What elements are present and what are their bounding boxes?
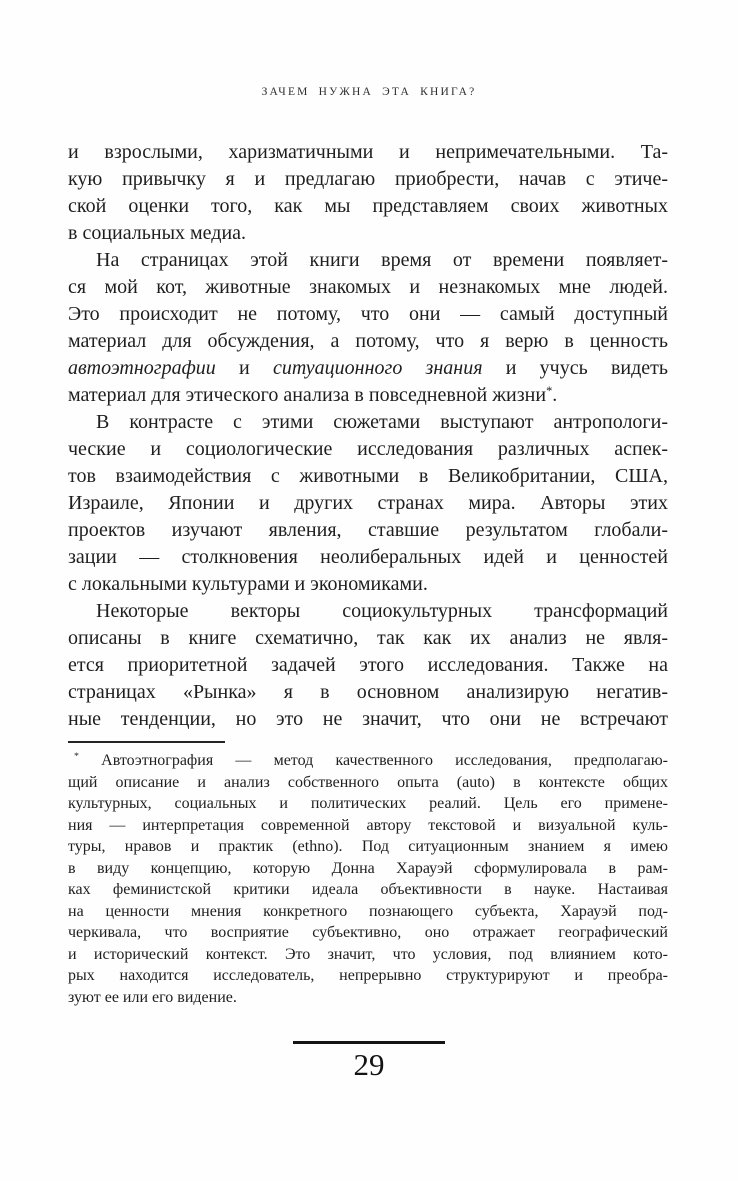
text-line: кую привычку я и предлагаю приобрести, начав с этиче- xyxy=(68,168,668,190)
paragraph xyxy=(68,139,668,247)
text-line: описаны в книге схематично, так как их анализ не явля- xyxy=(68,627,668,649)
text-line: На страницах этой книги время от времени появляет- xyxy=(96,249,668,271)
text-line: материал для этического анализа в повседневной жизни*. xyxy=(68,384,558,406)
text-line: ния — интерпретация современной автору текстовой и визуальной куль- xyxy=(68,816,668,834)
text-line: материал для обсуждения, а потому, что я верю в ценность xyxy=(68,330,668,352)
text-line: в виду концепцию, которую Донна Харауэй сформулировала в рам- xyxy=(68,859,668,877)
text-line: В контрасте с этими сюжетами выступают антропологи- xyxy=(96,411,668,433)
text-line: ные тенденции, но это не значит, что они не встречают xyxy=(68,708,668,730)
text-line: культурных, социальных и политических реалий. Цель его примене- xyxy=(68,795,668,812)
text-line: Некоторые векторы социокультурных трансформаций xyxy=(96,600,668,622)
text-line: рых находится исследователь, непрерывно структурируют и преобра- xyxy=(68,967,668,984)
text-line: ется приоритетной задачей этого исследования. Также на xyxy=(68,654,668,676)
text-line: черкивала, что восприятие субъективно, оно отражает географический xyxy=(68,924,668,941)
body-text xyxy=(68,139,668,733)
text-line: ческие и социологические исследования различных аспек- xyxy=(68,438,668,460)
text-line: и исторический контекст. Это значит, что условия, под влиянием кото- xyxy=(68,945,668,963)
text-line: * Автоэтнография — метод качественного исследования, предполагаю- xyxy=(74,751,668,769)
text-line: ской оценки того, как мы представляем своих животных xyxy=(68,195,668,217)
paragraph xyxy=(68,247,668,409)
page-number: 29 xyxy=(353,1047,385,1082)
text-line: зуют ее или его видение. xyxy=(68,988,237,1006)
text-line: и взрослыми, харизматичными и непримечательными. Та- xyxy=(68,141,668,163)
text-line: тов взаимодействия с животными в Великобритании, США, xyxy=(68,465,668,487)
text-line: в социальных медиа. xyxy=(68,222,247,244)
paragraph xyxy=(68,598,668,733)
page-number-rule xyxy=(293,1041,445,1044)
text-line: Израиле, Японии и других странах мира. Авторы этих xyxy=(68,492,668,514)
text-line: щий описание и анализ собственного опыта (auto) в контексте общих xyxy=(68,773,668,791)
text-line: туры, нравов и практик (ethno). Под ситуационным знанием я имею xyxy=(68,838,668,855)
text-line: ся мой кот, животные знакомых и незнакомых мне людей. xyxy=(68,276,668,298)
paragraph xyxy=(68,409,668,598)
text-line: зации — столкновения неолиберальных идей и ценностей xyxy=(68,546,668,568)
text-line: проектов изучают явления, ставшие результатом глобали- xyxy=(68,519,668,541)
text-line: ках феминистской критики идеала объективности в науке. Настаивая xyxy=(68,881,668,898)
text-line: Это происходит не потому, что они — самый доступный xyxy=(68,303,668,325)
text-line: с локальными культурами и экономиками. xyxy=(68,573,428,595)
running-header: ЗАЧЕМ НУЖНА ЭТА КНИГА? xyxy=(261,86,477,98)
footnote xyxy=(68,750,668,1008)
footnote-separator-rule xyxy=(68,741,225,743)
text-line: страницах «Рынка» я в основном анализирую негатив- xyxy=(68,681,668,703)
text-line: на ценности мнения конкретного познающего субъекта, Харауэй под- xyxy=(68,902,668,920)
text-line: автоэтнографии и ситуационного знания и учусь видеть xyxy=(68,357,669,379)
